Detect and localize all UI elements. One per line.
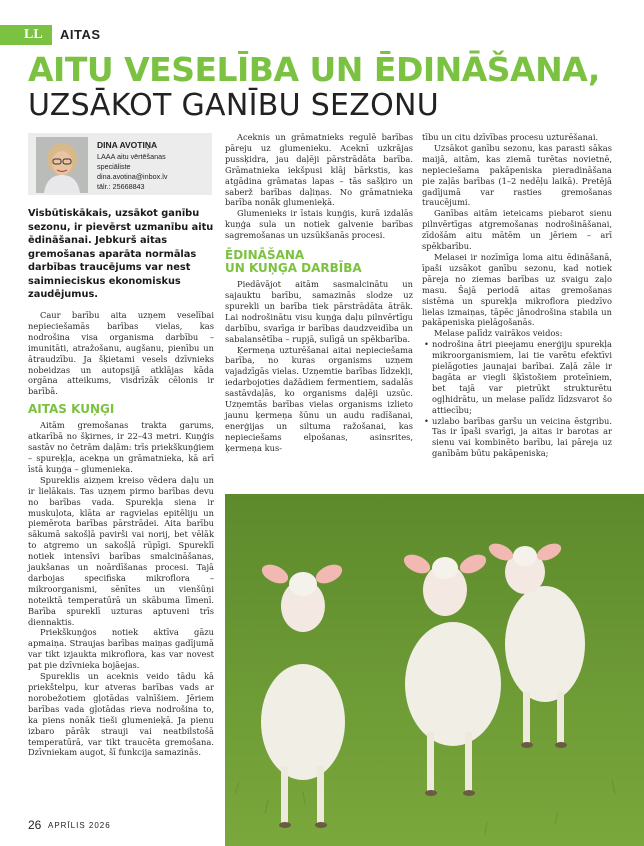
lead-paragraph: Visbūtiskākais, uzsākot ganību sezonu, ir pievērst uzmanību aitu ēdināšanai. Jebkurš aitas gremošanas aparāta normālas darbības traucējums var nest saimnieciskus ekonomiskus zaudējumus.: [28, 208, 214, 300]
author-phone: tālr.: 25668843: [97, 182, 145, 191]
column-1: [28, 310, 214, 758]
section-heading: [225, 249, 413, 275]
body-paragraph: tību un citu dzīvības procesu uzturēšanai.: [422, 132, 599, 142]
intro-paragraph: Caur barību aita uzņem veselībai nepieciešamās barības vielas, kas nodrošina visa organisma darbību – imunitāti, atražošanu, augšanu, pienību un ātraudzību. Ja šķietami vesels dzīvnieks nobeidzas un autopsijā atklājas kāda orgāna atteikums, visdrīzāk cēlonis ir barībā.: [28, 310, 214, 397]
body-paragraph: Melasei ir nozīmīga loma aitu ēdināšanā, īpaši uzsākot ganību sezonu, kad notiek pāreja no ziemas barības uz svaigu zaļo masu. Šajā periodā aitas gremošanas sistēma un spurekļa mikroflora piedzīvo lielas izmaiņas, tāpēc jānodrošina stabila un pakāpeniska pielāgošanās.: [422, 251, 612, 328]
section-heading: AITAS KUŅĢI: [28, 402, 115, 417]
page-number: 26: [28, 818, 42, 832]
bullet-item: • uzlabo barības garšu un veicina ēstgribu. Tas ir īpaši svarīgi, ja aitas ir barotas ar sienu vai kombinēto barību, lai pāreja uz ganībām būtu pakāpeniska;: [422, 416, 612, 460]
body-paragraph: Glumenieks ir īstais kuņģis, kurā izdalās kuņģa sula un notiek galvenie barības sagremošanas un uzsūkšanās procesi.: [225, 208, 413, 241]
body-paragraph: Aitām gremošanas trakta garums, atkarībā no šķirnes, ir 22–43 metri. Kuņģis sastāv no četrām daļām: trīs priekškuņģiem – spureķļa, acekņa un grāmatnieka, kā arī īstā kuņģa – glumenieka.: [28, 420, 214, 474]
body-paragraph: Melase palīdz vairākos veidos:: [434, 328, 563, 339]
body-paragraph: Uzsākot ganību sezonu, kas parasti sākas maijā, aitām, kas ziemā turētas novietnē, nepieciešama pakāpeniska pieradināšana pie zaļās barības (1–2 nedēļu laikā). Pretējā gadījumā var rasties gremošanas traucējumi.: [422, 142, 612, 208]
section-heading-line1: ĒDINĀŠANA: [225, 248, 305, 263]
section-heading-line2: UN KUŅĢA DARBĪBA: [225, 261, 362, 276]
body-paragraph: Spureklis aizņem kreiso vēdera daļu un ir lielākais. Tas uzņem pirmo barības devu no barības vada. Spurekļa siena ir muskuļota, klāta ar ragvielas epitēliju un piemērota barības pārstrādei. Aita barību sākumā sakošļā pavirši vai norij, bet vēlāk to atgremo un sakošļā rūpīgi. Spureklī notiek intensīvi barības smalcināšanas, jaukšanas un noārdīšanas procesi. Tajā darbojas specifiska mikroflora – mikroorganismi, sēnītes un vienšūņi noteiktā temperatūrā un skābuma līmenī. Barība spureklī uzturas aptuveni trīs diennaktis.: [28, 474, 214, 627]
body-paragraph: Ganības aitām ieteicams piebarot sienu pilnvērtīgas atgremošanas nodrošināšanai, zīdošām aitu mātēm un jēriem – arī spēkbarību.: [422, 208, 612, 252]
column-3: [422, 132, 612, 459]
body-paragraph: Ķermeņa uzturēšanai aitai nepieciešama barība, no kuras organisms uzņem vajadzīgās vielas. Uzņemtie barības līdzekļi, iedarbojoties dažādiem fermentiem, sadalās sastāvdaļās, ko organisms daļēji uzsūc. Uzņemtās barības vielas organisms izlieto jaunu ķermeņa šūnu un audu radīšanai, enerģijas un siltuma ražošanai, kas nepieciešams elpošanas, asinsrites, ķermeņa kus-: [225, 344, 413, 453]
author-name: DINA AVOTIŅA: [97, 140, 158, 150]
author-photo: [36, 137, 88, 193]
sheep-photo: [225, 494, 644, 846]
issue-date: APRĪLIS 2026: [48, 821, 111, 830]
article-title: AITU VESELĪBA UN ĒDINĀŠANA,: [28, 50, 600, 89]
bullet-item: • nodrošina ātri pieejamu enerģiju spurekļa mikroorganismiem, lai tie varētu efektīvi pielāgoties jaunajai barībai. Zaļā zāle ir bagāta ar viegli šķīstošiem proteīniem, bet tajā var pietrūkt strukturētu ogļhidrātu, un melase palīdz līdzsvarot šo attiecību;: [422, 339, 612, 415]
author-role: LAAA aitu vērtēšanas: [97, 152, 166, 161]
body-paragraph: Priekškuņģos notiek aktīva gāzu apmaiņa. Straujas barības maiņas gadījumā var tikt izjaukta mikroflora, kas var novest pat pie dzīvnieka bojāejas.: [28, 627, 214, 671]
magazine-logo: LL: [0, 25, 52, 45]
body-paragraph: Spureklis un aceknis veido tādu kā priekštelpu, kur atveras barības vads ar norobežotiem gļotādas valnīšiem. Jēriem barības vada gļotādas rieva nodrošina to, ka piens nonāk tieši glumenieķā. Ja pienu izbaro pārāk strauji vai neatbilstošā temperatūrā, var tikt traucēta gremošana. Dzīvniekam augot, šī funkcija samazinās.: [28, 671, 214, 758]
section-label: AITAS: [60, 27, 101, 42]
column-2: [225, 132, 413, 454]
body-paragraph: Piedāvājot aitām sasmalcinātu un sajauktu barību, samazinās slodze uz spurekli un barība tiek pārstrādāta ātrāk. Lai nodrošinātu visu kuņģa daļu pilnvērtīgu darbību, svarīga ir barības daudzveidība un sabalansētība – rupjā, sulīgā un spēkbarība.: [225, 279, 413, 344]
article-subtitle: UZSĀKOT GANĪBU SEZONU: [28, 88, 440, 123]
body-paragraph: Aceknis un grāmatnieks regulē barības pāreju uz glumenieku. Aceknī uzkrājas pussķidra, jau daļēji pārstrādāta barība. Grāmatnieka iekšpusi klāj bārkstis, kas atgādina grāmatas lapas – tās sašķiro un saberž barības daļiņas. No grāmatnieka barība nonāk glumenieķā.: [225, 132, 413, 208]
author-email[interactable]: dina.avotina@inbox.lv: [97, 172, 168, 181]
author-role-cont: speciāliste: [97, 162, 131, 171]
